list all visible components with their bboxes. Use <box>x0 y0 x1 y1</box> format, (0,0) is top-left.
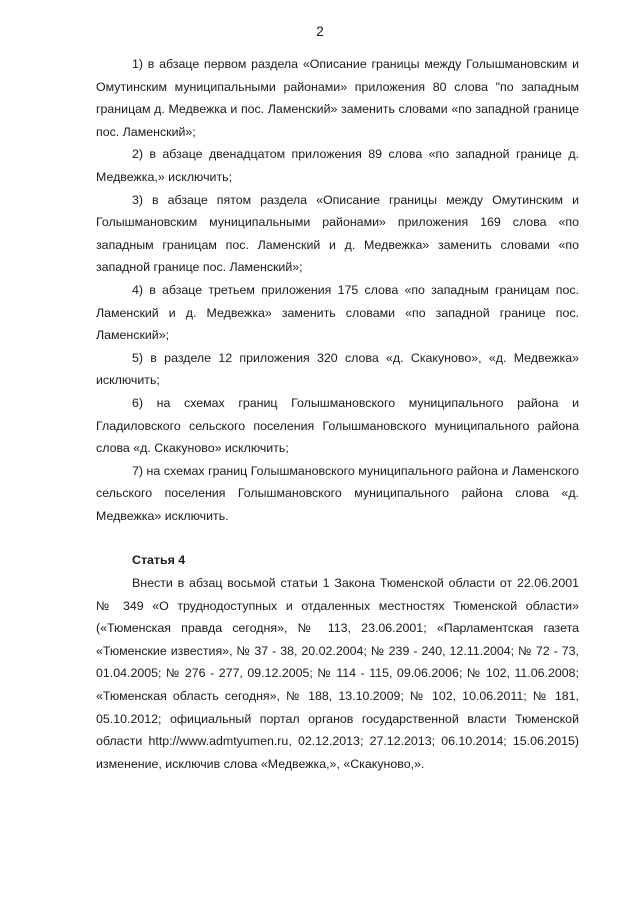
page-number: 2 <box>316 24 324 39</box>
list-item-7: 7) на схемах границ Голышмановского муниципального района и Ламенского сельского поселения Голышмановского муниципального района слова «д. Медвежка» исключить. <box>96 463 579 523</box>
list-item-1: 1) в абзаце первом раздела «Описание границы между Голышмановским и Омутинским муниципальными районами» приложения 80 слова "по западным границам д. Медвежка и пос. Ламенский» заменить словами «по западной границе пос. Ламенский»; <box>96 57 579 139</box>
list-item-2: 2) в абзаце двенадцатом приложения 89 слова «по западной границе д. Медвежка,» исключить; <box>96 147 579 184</box>
document-body <box>96 53 579 775</box>
section-spacer <box>96 527 579 549</box>
list-item-4: 4) в абзаце третьем приложения 175 слова «по западным границам пос. Ламенский и д. Медвежка» заменить словами «по западной границе пос. Ламенский»; <box>96 282 579 343</box>
article-4-text: Внести в абзац восьмой статьи 1 Закона Тюменской области от 22.06.2001 № 349 «О труднодоступных и отдаленных местностях Тюменской области» («Тюменская правда сегодня», № 113, 23.06.2001; «Парламентская газета «Тюменские известия», № 37 - 38, 20.02.2004; № 239 - 240, 12.11.2004; № 72 - 73, 01.04.2005; № 276 - 277, 09.12.2005; № 114 - 115, 09.06.2006; № 102, 11.06.2008; «Тюменская область сегодня», № 188, 13.10.2009; № 102, 10.06.2011; № 181, 05.10.2012; официальный портал органов государственной власти Тюменской области http://www.admtyumen.ru, 02.12.2013; 27.12.2013; 06.10.2014; 15.06.2015) изменение, исключив слова «Медвежка,», «Скакуново,». <box>96 576 579 771</box>
list-item-6: 6) на схемах границ Голышмановского муниципального района и Гладиловского сельского поселения Голышмановского муниципального района слова «д. Скакуново» исключить; <box>96 395 579 456</box>
article-4-heading: Статья 4 <box>132 553 186 568</box>
list-item-3: 3) в абзаце пятом раздела «Описание границы между Омутинским и Голышмановским муниципальными районами» приложения 169 слова «по западным границам пос. Ламенский и д. Медвежка» заменить словами «по западной границе пос. Ламенский»; <box>96 192 579 275</box>
list-item-5: 5) в разделе 12 приложения 320 слова «д. Скакуново», «д. Медвежка» исключить; <box>96 350 579 388</box>
